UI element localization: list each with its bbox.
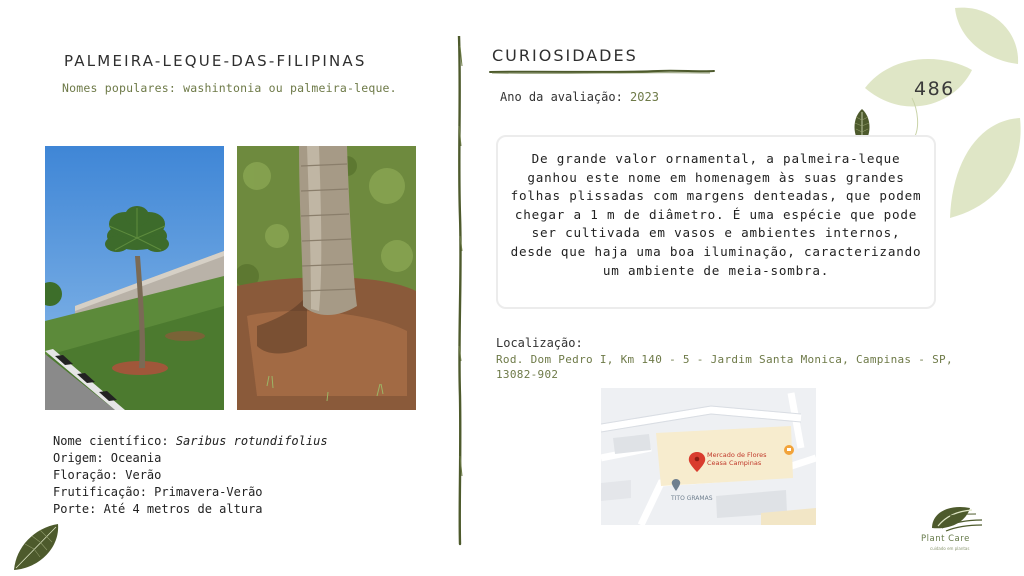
map-nearby-label: TITO GRAMAS (671, 495, 713, 502)
popular-names: Nomes populares: washintonia ou palmeira-leque. (62, 81, 397, 95)
curiosity-text: De grande valor ornamental, a palmeira-leque ganhou este nome em homenagem às suas grandes folhas plissadas com margens denteadas, que podem chegar a 1 m de diâmetro. É uma espécie que pode ser cultivada em vasos e ambientes internos, desde que haja uma boa iluminação, caracterizando um ambiente de meia-sombra. (510, 151, 922, 278)
leaf-icon (10, 522, 62, 572)
logo-name: Plant Care (921, 534, 970, 544)
location-label: Localização: (496, 336, 583, 350)
map-place-line2: Ceasa Campinas (707, 459, 762, 467)
evaluation-year: Ano da avaliação: 2023 (500, 90, 659, 104)
species-facts (53, 433, 328, 518)
logo-tagline: cuidado em plantas (930, 546, 970, 551)
location-address: Rod. Dom Pedro I, Km 140 - 5 - Jardim Santa Monica, Campinas - SP, 13082-902 (496, 353, 953, 381)
fact-flowering: Floração: Verão (53, 468, 162, 482)
plant-number: 486 (914, 78, 955, 100)
fact-scientific-name: Nome científico: Saribus rotundifolius (53, 434, 328, 448)
fact-size: Porte: Até 4 metros de altura (53, 502, 263, 516)
fact-origin: Origem: Oceania (53, 451, 162, 465)
curiosities-title: CURIOSIDADES (492, 46, 638, 65)
title-underline (488, 68, 716, 76)
photo-palm-trunk (237, 146, 416, 410)
species-title: PALMEIRA-LEQUE-DAS-FILIPINAS (64, 52, 367, 70)
photo-palm-tree (45, 146, 224, 410)
evaluation-year-value: 2023 (630, 90, 659, 104)
scientific-name-value: Saribus rotundifolius (175, 434, 328, 448)
plant-care-logo-icon (928, 502, 984, 532)
map-place-line1: Mercado de Flores (707, 451, 767, 459)
column-divider (455, 36, 465, 546)
fact-fruiting: Frutificação: Primavera-Verão (53, 485, 263, 499)
location-map[interactable] (601, 388, 816, 525)
